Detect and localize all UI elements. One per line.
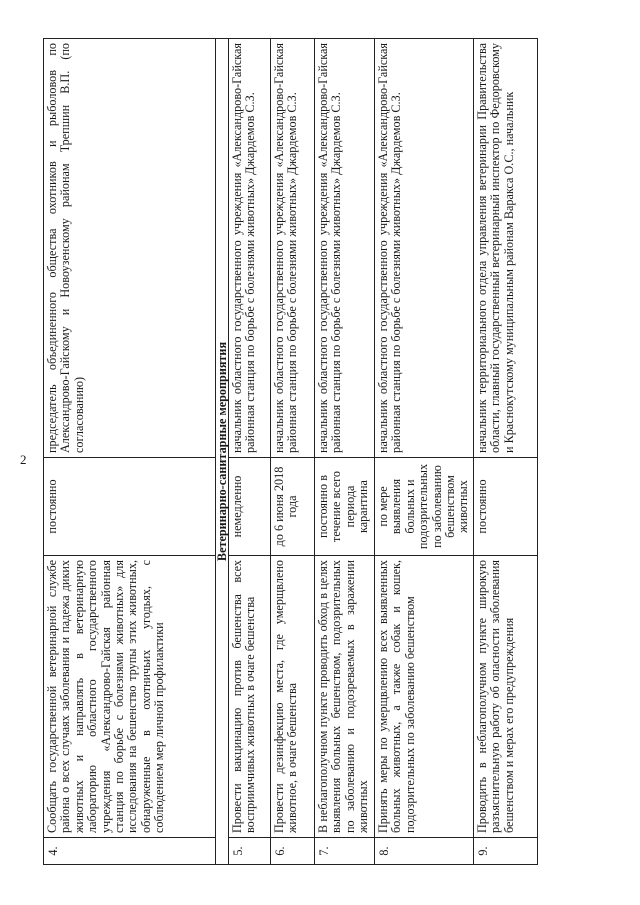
measures-table: [43, 38, 538, 865]
table-row: [375, 39, 474, 865]
measure-cell: Проводить в неблагополучном пункте широкую разъяснительную работу об опасности заболевания бешенством и мерах его предупреждения: [473, 556, 537, 838]
term-cell: постоянно в течение всего периода карантина: [315, 458, 375, 556]
measure-cell: В неблагополучном пункте проводить обход в целях выявления больных бешенством, подозрительных по заболеванию и подозреваемых в заражении животных: [315, 556, 375, 838]
term-cell: немедленно: [229, 458, 271, 556]
measure-cell: Провести дезинфекцию места, где умерщвлено животное, в очаге бешенства: [271, 556, 315, 838]
row-number: 4.: [44, 838, 216, 865]
table-row: [473, 39, 537, 865]
table-row: [229, 39, 271, 865]
row-number: 7.: [315, 838, 375, 865]
term-cell: по мере выявления больных и подозрительных по заболеванию бешенством животных: [375, 458, 474, 556]
term-cell: постоянно: [44, 458, 216, 556]
row-number: 9.: [473, 838, 537, 865]
section-title: Ветеринарно-санитарные мероприятия: [216, 39, 229, 865]
measure-cell: Провести вакцинацию против бешенства всех восприимчивых животных в очаге бешенства: [229, 556, 271, 838]
responsible-cell: начальник областного государственного учреждения «Александрово-Гайская районная станция по борьбе с болезнями животных» Джардемов С.З.: [229, 39, 271, 458]
row-number: 6.: [271, 838, 315, 865]
term-cell: до 6 июня 2018 года: [271, 458, 315, 556]
row-number: 8.: [375, 838, 474, 865]
section-header-row: [216, 39, 229, 865]
responsible-cell: председатель объединенного общества охотников и рыболовов по Александрово-Гайскому и Новоузенскому районам Трепшин В.П. (по согласованию): [44, 39, 216, 458]
measure-cell: Принять меры по умерщвлению всех выявленных больных животных, а также собак и кошек, подозрительных по заболеванию бешенством: [375, 556, 474, 838]
term-cell: постоянно: [473, 458, 537, 556]
responsible-cell: начальник областного государственного учреждения «Александрово-Гайская районная станция по борьбе с болезнями животных» Джардемов С.З.: [271, 39, 315, 458]
table-row: [44, 39, 216, 865]
responsible-cell: начальник территориального отдела управления ветеринарии Правительства области, главный государственный ветеринарный инспектор по Федоровскому и Краснокутскому муниципальным районам Варакса О.С., начальник: [473, 39, 537, 458]
measure-cell: Сообщать государственной ветеринарной службе района о всех случаях заболевания и падежа диких животных и направлять в ветеринарную лабораторию областного государственного учреждения «Александрово-Гайская районная станция по борьбе с болезнями животных» для исследования на бешенство трупы этих животных, обнаруженные в охотничьих угодьях, с соблюдением мер личной профилактики: [44, 556, 216, 838]
row-number: 5.: [229, 838, 271, 865]
table-row: [271, 39, 315, 865]
table-row: [315, 39, 375, 865]
page-number: 2: [20, 452, 27, 467]
responsible-cell: начальник областного государственного учреждения «Александрово-Гайская районная станция по борьбе с болезнями животных» Джардемов С.З.: [375, 39, 474, 458]
responsible-cell: начальник областного государственного учреждения «Александрово-Гайская районная станция по борьбе с болезнями животных» Джардемов С.З.: [315, 39, 375, 458]
